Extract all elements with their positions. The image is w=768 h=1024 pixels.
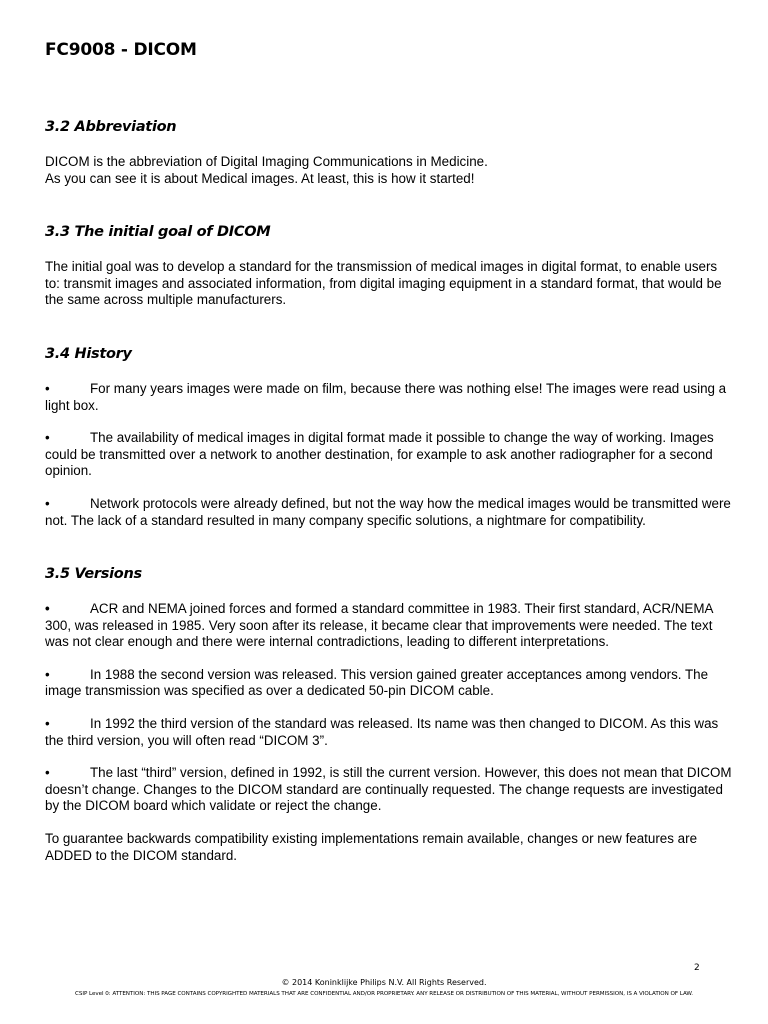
bullet-icon: • bbox=[45, 715, 50, 731]
bullet-text: In 1992 the third version of the standard was released. Its name was then changed to DICOM. As this was the third version, you will often read “DICOM 3”. bbox=[45, 715, 719, 748]
bullet-icon: • bbox=[45, 381, 50, 396]
closing-paragraph: To guarantee backwards compatibility existing implementations remain available, changes or new features are ADDED to the DICOM standard. bbox=[45, 830, 698, 863]
section-heading: 3.5 Versions bbox=[45, 566, 142, 582]
section-versions bbox=[45, 565, 735, 880]
paragraph: DICOM is the abbreviation of Digital Imaging Communications in Medicine. As you can see it is about Medical images. At least, this is how it started! bbox=[45, 154, 488, 186]
bullet-item bbox=[45, 716, 735, 749]
bullet-text: In 1988 the second version was released. This version gained greater acceptances among vendors. The image transmission was specified as over a dedicated 50-pin DICOM cable. bbox=[45, 666, 709, 699]
section-initial-goal bbox=[45, 223, 735, 325]
bullet-text: Network protocols were already defined, but not the way how the medical images would be transmitted were not. The lack of a standard resulted in many company specific solutions, a nightmare for compatibility. bbox=[45, 495, 731, 528]
bullet-icon: • bbox=[45, 601, 50, 616]
paragraph: The initial goal was to develop a standard for the transmission of medical images in digital format, to enable users to: transmit images and associated information, from digital imaging equipment in a standard format, that would be the same across multiple manufacturers. bbox=[45, 259, 722, 308]
bullet-item bbox=[45, 765, 735, 815]
bullet-item bbox=[45, 667, 735, 700]
bullet-icon: • bbox=[45, 666, 50, 682]
bullet-text: The availability of medical images in digital format made it possible to change the way of working. Images could be transmitted over a network to another destination, for example to ask another radiographer for a second opinion. bbox=[45, 430, 714, 479]
section-heading: 3.3 The initial goal of DICOM bbox=[45, 224, 271, 240]
bullet-item bbox=[45, 601, 735, 651]
bullet-item bbox=[45, 430, 735, 480]
bullet-icon: • bbox=[45, 495, 50, 511]
section-history bbox=[45, 345, 735, 545]
bullet-icon: • bbox=[45, 430, 50, 446]
bullet-text: ACR and NEMA joined forces and formed a standard committee in 1983. Their first standard, ACR/NEMA 300, was released in 1985. Very soon after its release, it became clear that improvements were needed. The text was not clear enough and there were internal contradictions, leading to different interpretations. bbox=[45, 601, 713, 650]
section-heading: 3.2 Abbreviation bbox=[45, 119, 177, 135]
copyright-notice: © 2014 Koninklijke Philips N.V. All Rights Reserved. bbox=[281, 978, 487, 987]
bullet-item bbox=[45, 496, 735, 529]
bullet-item bbox=[45, 381, 735, 414]
bullet-text: For many years images were made on film, because there was nothing else! The images were read using a light box. bbox=[45, 381, 727, 413]
document-title: FC9008 - DICOM bbox=[45, 40, 197, 60]
bullet-text: The last “third” version, defined in 1992, is still the current version. However, this does not mean that DICOM doesn’t change. Changes to the DICOM standard are continually requested. The change requests are investigated by the DICOM board which validate or reject the change. bbox=[45, 765, 732, 814]
confidentiality-disclaimer: CSIP Level 0: ATTENTION: THIS PAGE CONTAINS COPYRIGHTED MATERIALS THAT ARE CONFIDENTIAL AND/OR PROPRIETARY. ANY RELEASE OR DISTRIBUTION OF THIS MATERIAL, WITHOUT PERMISSION, IS A VIOLATION OF LAW. bbox=[75, 991, 693, 997]
bullet-icon: • bbox=[45, 765, 50, 781]
section-heading: 3.4 History bbox=[45, 346, 132, 362]
page-number: 2 bbox=[694, 963, 700, 973]
section-abbreviation bbox=[45, 118, 735, 203]
